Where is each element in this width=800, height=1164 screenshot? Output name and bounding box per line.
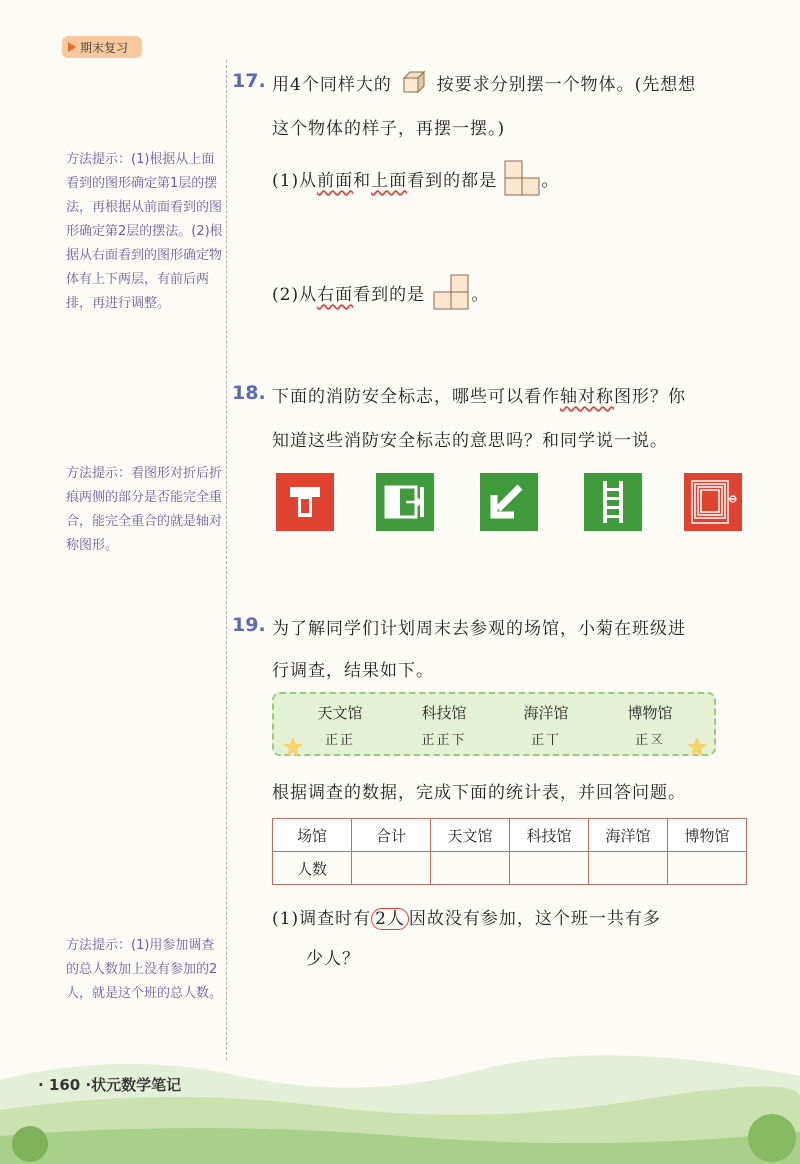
direction-arrow-sign-icon <box>480 473 538 531</box>
survey-item <box>600 702 700 748</box>
survey-venue-name: 海洋馆 <box>523 704 569 722</box>
q17-p2-a: (2)从 <box>272 285 318 305</box>
survey-tally: 正𠄡 <box>634 733 665 748</box>
question-18-number: 18. <box>232 382 266 404</box>
view-shape-right-icon <box>432 274 472 310</box>
table-cell-blank[interactable] <box>668 852 747 885</box>
survey-venue-name: 天文馆 <box>317 704 363 722</box>
q19-sub1-a: (1)调查时有 <box>272 909 372 929</box>
q19-sub1-c: 因故没有参加，这个班一共有多 <box>408 909 661 929</box>
survey-results-box <box>272 692 716 756</box>
exit-door-sign-icon <box>376 473 434 531</box>
q17-p1-e: 看到的都是 <box>407 171 498 191</box>
question-19-line1: 为了解同学们计划周末去参观的场馆，小菊在班级进 <box>272 619 686 639</box>
book-title: ·状元数学笔记 <box>85 1076 182 1094</box>
statistics-table <box>272 818 747 885</box>
question-17-line1 <box>272 70 696 95</box>
table-cell-blank[interactable] <box>510 852 589 885</box>
question-18-line1 <box>272 382 686 407</box>
table-row-label: 人数 <box>273 852 352 885</box>
fire-hose-reel-sign-icon <box>684 473 742 531</box>
question-19-number: 19. <box>232 614 266 636</box>
q17-p1-top: 上面 <box>371 171 408 191</box>
q18-axis-symmetric: 轴对称 <box>560 387 614 407</box>
table-header-cell: 博物馆 <box>668 819 747 852</box>
table-header-cell: 科技馆 <box>510 819 589 852</box>
triangle-marker-icon <box>68 42 76 52</box>
table-header-cell: 场馆 <box>273 819 352 852</box>
q17-text-a: 用4个同样大的 <box>272 75 392 95</box>
star-decoration-icon <box>282 736 304 758</box>
q17-p2-right: 右面 <box>317 285 354 305</box>
question-19-sub1 <box>272 904 661 929</box>
table-cell-blank[interactable] <box>589 852 668 885</box>
view-shape-front-top-icon <box>504 160 542 196</box>
q17-p1-front: 前面 <box>317 171 354 191</box>
question-18-line2: 知道这些消防安全标志的意思吗？和同学说一说。 <box>272 431 668 451</box>
page-number: · 160 <box>38 1076 81 1094</box>
table-header-cell: 天文馆 <box>431 819 510 852</box>
q17-p1-f: 。 <box>541 171 560 191</box>
tip-19: 方法提示：(1)用参加调查的总人数加上没有参加的2人，就是这个班的总人数。 <box>66 938 223 1001</box>
tip-17: 方法提示：(1)根据从上面看到的图形确定第1层的摆法，再根据从前面看到的图形确定第2层的摆法。(2)根据从右面看到的图形确定物体有上下两层，有前后两排，再进行调整。 <box>66 152 223 311</box>
survey-tally: 正正下 <box>421 733 467 748</box>
sidebar-divider <box>226 60 227 1060</box>
table-cell-blank[interactable] <box>431 852 510 885</box>
table-header-row <box>273 819 747 852</box>
question-19-instruction: 根据调查的数据，完成下面的统计表，并回答问题。 <box>272 783 686 803</box>
survey-item <box>496 702 596 748</box>
table-row <box>273 852 747 885</box>
survey-venue-name: 博物馆 <box>627 704 673 722</box>
table-header-cell: 合计 <box>352 819 431 852</box>
survey-tally: 正丅 <box>530 733 561 748</box>
section-tag <box>62 36 142 58</box>
question-17-line2: 这个物体的样子，再摆一摆。) <box>272 119 506 139</box>
survey-venue-name: 科技馆 <box>421 704 467 722</box>
star-decoration-icon <box>686 736 708 758</box>
q17-p2-c: 看到的是 <box>353 285 426 305</box>
question-19-sub1-cont: 少人？ <box>306 949 360 969</box>
survey-item <box>290 702 390 748</box>
section-label: 期末复习 <box>80 40 129 55</box>
cube-icon <box>402 70 426 94</box>
q18-text-c: 图形？你 <box>614 387 686 407</box>
tip-18: 方法提示：看图形对折后折痕两侧的部分是否能完全重合，能完全重合的就是轴对称图形。 <box>66 466 223 553</box>
fire-hydrant-sign-icon <box>276 473 334 531</box>
question-17-number: 17. <box>232 70 266 92</box>
page-footer <box>38 1074 181 1095</box>
table-cell-blank[interactable] <box>352 852 431 885</box>
question-17-part2 <box>272 274 490 310</box>
table-header-cell: 海洋馆 <box>589 819 668 852</box>
landscape-decoration <box>0 1040 800 1164</box>
survey-tally: 正正 <box>324 733 355 748</box>
q18-text-a: 下面的消防安全标志，哪些可以看作 <box>272 387 560 407</box>
q17-p1-c: 和 <box>353 171 372 191</box>
question-19-line2: 行调查，结果如下。 <box>272 661 434 681</box>
fire-ladder-sign-icon <box>584 473 642 531</box>
q19-two-people: 2人 <box>371 908 409 930</box>
question-17-part1 <box>272 160 560 196</box>
q17-text-b: 按要求分别摆一个物体。(先想想 <box>436 75 697 95</box>
survey-item <box>394 702 494 748</box>
q17-p2-d: 。 <box>471 285 490 305</box>
q17-p1-a: (1)从 <box>272 171 318 191</box>
